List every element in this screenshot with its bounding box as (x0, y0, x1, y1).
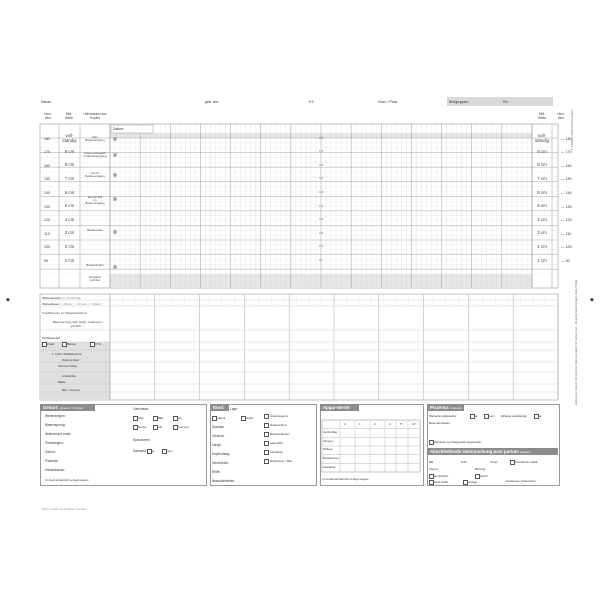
bottom-note: Nicht zutreffende Angaben streichen (42, 507, 88, 511)
mm-label-right: 3 cm (537, 230, 547, 236)
unterschrift: Hebamme (Unterschr.) (506, 479, 537, 483)
geburt-option-label: Forceps (178, 425, 189, 429)
kontrahiert: kontrahiert (434, 474, 449, 478)
level-label: Beckenboden (86, 263, 104, 267)
eihaeute-label: Eihäute vollständig: (501, 414, 528, 418)
rh-label: Rh: (503, 100, 509, 104)
fhr-tick-right: — 90 (561, 258, 570, 263)
geburt-footnote: Im Geburtsbericht verlegt wegen: (45, 478, 90, 482)
mm-label-right: 9 cm (537, 148, 547, 154)
fhr-tick-left: 130 (44, 204, 50, 209)
kind-item-label: Besonderheiten: (212, 479, 236, 483)
level-label: Beckenmitte (87, 228, 103, 232)
dammriss-nein: nein (167, 449, 173, 453)
fhr-tick-left: 90 (44, 258, 48, 263)
intakt-label: intakt (47, 342, 55, 346)
med-6: Blut / Infusion (62, 388, 81, 392)
apgar-row-label: Hautfarbe (323, 464, 336, 469)
punch-mark-right: ◆ (590, 297, 594, 303)
plazenta-title-sub: (Datum) (450, 406, 462, 410)
mm-label-left: 9 cm (64, 148, 75, 154)
kind-header: Kind: (210, 404, 229, 411)
mm-label-left: 3 cm (64, 230, 75, 236)
geburtsart-label: Geburtsart: (133, 407, 149, 411)
fruchtwasser-opts: Blasensprung, klar, blutig, mekonium-, grünlich, ... (52, 320, 104, 328)
mm-label-left: 5 cm (64, 203, 75, 209)
fhr-tick-left: 170 (44, 150, 50, 155)
geburt-option-label: Sectio (138, 425, 147, 429)
apgar-header: Apgar-Werte: (320, 404, 359, 411)
verlegt: verlegt (468, 480, 478, 484)
mm-label-left: 4 cm (64, 216, 75, 222)
kind-stabil: Kind stabil (434, 480, 448, 484)
geburt-title: Geburt: (43, 405, 59, 410)
mid-tick: 150 (319, 177, 324, 181)
kreis-stabil: Kreisbluter stabil (515, 460, 538, 464)
mid-tick: 110 (319, 231, 324, 235)
fhr-tick-left: 180 (44, 136, 50, 141)
apgar-header-cell: 0 (344, 422, 346, 426)
wehendauer-sub: (> 40sek. | < 40 sek. | < 20sek.) (59, 302, 102, 306)
kind-option-label: Intubation (270, 450, 284, 454)
geburt-title-sub: (Datum / Uhrzeit) (60, 406, 83, 410)
fhr-tick-right: — 110 (561, 231, 572, 236)
plazenta-diagnostik: Plazenta zur Diagnostik eingesandt (434, 440, 482, 444)
geburt-row-label: Geburt: (45, 450, 56, 454)
kind-item-label: Geschlecht: (212, 461, 229, 465)
blasen-label: Blasen (67, 342, 77, 346)
mm-label-left: 7 cm (64, 176, 75, 181)
geburt-row-label: Gesamtdauer: (45, 468, 66, 472)
kind-option-label: Nabelschnur (270, 423, 287, 427)
med-1: 1. Infus. Medikamente (52, 352, 82, 356)
med-5: Blaße (58, 380, 66, 384)
episiotomie-label: Episiotomie: (133, 438, 151, 442)
grav-label: Grav. / Para: (378, 100, 399, 104)
mid-tick: 140 (319, 190, 324, 194)
mid-tick: 130 (319, 204, 324, 208)
fhr-tick-left: 100 (44, 245, 50, 250)
fhr-tick-right: — 120 (561, 218, 572, 223)
wehen-sub: pro 10 Minuten (61, 296, 82, 300)
date-label: Datum: (113, 127, 124, 131)
plazenta-ja: ja (475, 414, 478, 418)
hdr-mm-left: MM- Weite (64, 112, 74, 120)
mid-tick: 90 (319, 258, 322, 262)
mm-label-right: 4 cm (537, 216, 547, 222)
kind-lage: Lage: (230, 407, 238, 411)
blood-label: Blutgruppen: (449, 100, 470, 104)
dob-label: geb. am: (205, 100, 219, 104)
geburt-option-label: QL (178, 416, 183, 420)
mm-label-left: voll- ständig (62, 133, 77, 143)
apgar-footer: Im Kinderarztbericht verlegt wegen: (322, 477, 370, 481)
geburt-row-label: Muttermund vollst.: (45, 432, 72, 436)
mid-tick: 100 (319, 245, 324, 249)
med-2: Wehenmittel (62, 358, 79, 362)
hdr-mm-right: MM- Weite (537, 112, 547, 120)
mm-label-right: 6 cm (537, 189, 547, 195)
weich: weich (480, 474, 488, 478)
fhr-tick-left: 160 (44, 163, 50, 168)
mm-label-left: 8 cm (64, 162, 75, 168)
med-3: Schmerzmittel (58, 364, 78, 368)
blase-label: FB Blasenbef. (42, 336, 61, 340)
fhr-tick-right: — 150 (561, 177, 572, 182)
fhr-tick-left: 110 (44, 231, 50, 236)
mm-label-left: 2 cm (64, 244, 75, 249)
kind-item-label: Reife: (212, 470, 221, 474)
kind-item-label: Kopfumfang: (212, 452, 231, 456)
apgar-row-label: Reflexe (323, 447, 333, 452)
fhr-tick-right: — 140 (561, 190, 572, 195)
apgar-header-cell: 10' (412, 422, 416, 426)
rr-label: RR: (429, 460, 435, 464)
mid-tick: 170 (319, 150, 324, 154)
fhr-tick-right: — 180 (561, 136, 572, 141)
apgar-header-cell: 1 (359, 422, 361, 426)
geburt-option-label: BEL (158, 416, 164, 420)
level-label: über Beckeneingang (85, 135, 105, 143)
kind-option-label: Nabelvene / Blut (270, 459, 293, 463)
geburt-row-label: Blasensprung: (45, 423, 66, 427)
apgar-row-label: Atmung (323, 438, 333, 443)
level-label: fest im Beckeneingang (85, 171, 105, 179)
plazenta-nein: nein (489, 414, 495, 418)
wehen-label: Wehenanzahl (42, 296, 61, 300)
geburt-option-label: SSL (138, 416, 144, 420)
mid-tick: 120 (319, 218, 324, 222)
temp-label: Temp: (490, 460, 499, 464)
kind-w: weibl. (246, 416, 254, 420)
geburt-row-label: Wehenbeginn: (45, 414, 66, 418)
apgar-header-cell: 2 (374, 422, 376, 426)
kind-option-label: Überwiegend (270, 414, 288, 418)
side-vertical-text: Geburtenprotokoll / Partogramm Dokumentation für Hebammen · Dokumentationsbogen Geburtshilfe (574, 279, 578, 405)
apgar-header-cell: 1' (389, 422, 392, 426)
mm-label-right: 5 cm (537, 203, 547, 209)
uterus-label: Uterus: (429, 467, 439, 471)
kind-item-label: Spontan (212, 425, 224, 429)
abschluss-header (427, 448, 558, 455)
mm-label-right: voll- ständig (534, 133, 550, 143)
fhr-tick-right: — 170 (561, 150, 572, 155)
kind-option-label: Bluttransfusion (270, 432, 290, 436)
mm-label-left: 1 cm (64, 257, 75, 263)
mid-tick: 160 (319, 163, 324, 167)
kind-item-label: Länge: (212, 443, 222, 447)
fruchtwasser-label: Fruchtwasser im Scheidenbefund (42, 311, 87, 315)
fhr-tick-right: — 100 (561, 245, 572, 250)
abschluss-title: Abschließende Untersuchung post partum (430, 449, 519, 454)
fhr-tick-left: 120 (44, 218, 50, 223)
blutung-label: Blutung: (475, 467, 487, 471)
puls-label: Puls: (461, 460, 468, 464)
eihaeute-ja: ja (539, 414, 542, 418)
apgar-header-cell: 5' (400, 422, 403, 426)
fhr-tick-right: — 160 (561, 163, 572, 168)
dammriss-ja: ja (152, 449, 155, 453)
mm-label-right: 2 cm (537, 244, 547, 249)
abschluss-sub: (Datum) (520, 450, 531, 454)
hdr-herztoene-left: Herz- töne (44, 112, 52, 120)
mm-label-right: 8 cm (537, 162, 547, 168)
kind-option-label: Atemhilfe (270, 441, 283, 445)
kind-m: männl. (217, 416, 227, 420)
dammriss-label: Dammriß: (133, 449, 147, 453)
level-label: Kindskopf sichtbar (88, 275, 102, 283)
plazenta-title: Plazenta: (430, 405, 450, 410)
mm-label-left: 6 cm (64, 189, 75, 195)
mm-label-right: 1 cm (537, 257, 547, 263)
level-label: tief und fest im Beckeneingang (85, 195, 105, 206)
level-label: schwer beweglich im Beckeneingang (83, 151, 107, 159)
fhr-tick-left: 150 (44, 177, 50, 182)
hdr-level: Höhenstand des Kopfes (83, 112, 107, 120)
side-vertical-copyright: © PRAXIS_DOK Dokumentation (570, 109, 574, 150)
mid-tick: 180 (319, 136, 324, 140)
apgar-row-label: Muskeltonus (323, 456, 339, 460)
fhr-tick-right: — 130 (561, 204, 572, 209)
hdr-herztoene-right: Herz- töne (557, 112, 565, 120)
name-label: Name: (41, 100, 52, 104)
geburt-option-label: VE (158, 425, 163, 429)
mm-label-right: 7 cm (537, 176, 547, 181)
plazenta-vollst: Plazenta vollständig: (429, 414, 457, 418)
ctg-label: CTG (95, 342, 102, 346)
fhr-tick-left: 140 (44, 190, 50, 195)
et-label: ET: (309, 100, 315, 104)
geburt-row-label: Plazenta: (45, 459, 59, 463)
kind-item-label: Gewicht: (212, 434, 225, 438)
plazenta-besonderheiten: Besonderheiten (429, 421, 451, 425)
geburt-row-label: Pressbeginn: (45, 441, 64, 445)
punch-mark-left: ◆ (6, 297, 10, 303)
plazenta-header (427, 404, 464, 411)
apgar-row-label: Herzschlag (323, 430, 337, 434)
med-4: Antibiotika (62, 374, 76, 378)
wehendauer-label: Wehendauer (42, 302, 60, 306)
